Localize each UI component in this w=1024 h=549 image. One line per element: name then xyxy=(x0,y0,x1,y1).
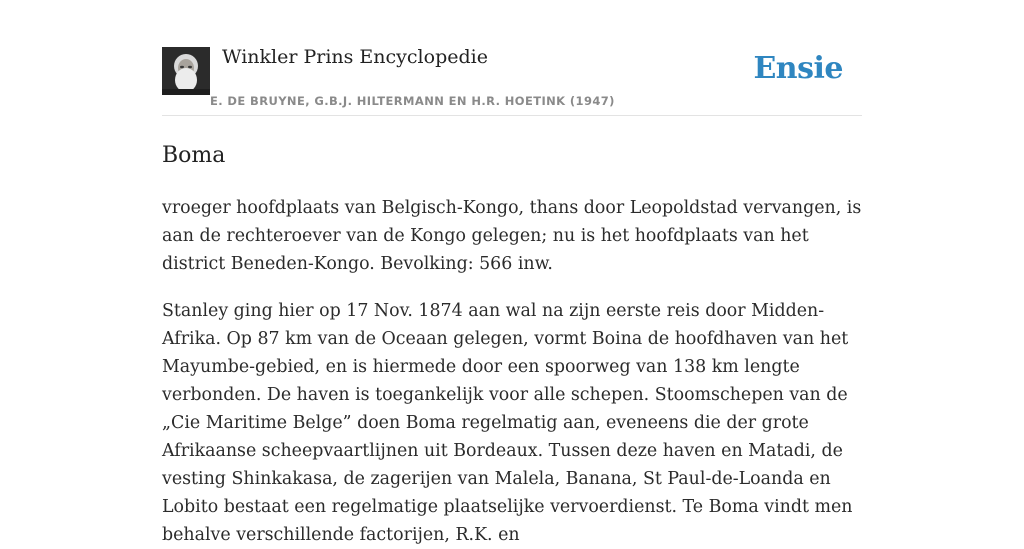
ensie-logo[interactable]: Ensie xyxy=(753,51,843,86)
site-header xyxy=(162,0,862,116)
article-title: Boma xyxy=(162,143,226,168)
article-paragraph-2: Stanley ging hier op 17 Nov. 1874 aan wal na zijn eerste reis door Midden-Afrika. Op 87 km van de Oceaan gelegen, vormt Boina de hoofdhaven van het Mayumbe-gebied, en is hiermede door een spoorweg van 138 km lengte verbonden. De haven is toegankelijk voor alle schepen. Stoomschepen van de „Cie Maritime Belge” doen Boma regelmatig aan, eveneens die der grote Afrikaanse scheepvaartlijnen uit Bordeaux. Tussen deze haven en Matadi, de vesting Shinkakasa, de zagerijen van Malela, Banana, St Paul-de-Loanda en Lobito bestaat een regelmatige plaatselijke vervoerdienst. Te Boma vindt men behalve verschillende factorijen, R.K. en xyxy=(162,301,853,545)
portrait-image xyxy=(162,47,210,95)
site-title[interactable]: Winkler Prins Encyclopedie xyxy=(222,46,488,68)
authors-credit: E. DE BRUYNE, G.B.J. HILTERMANN EN H.R. HOETINK (1947) xyxy=(210,94,615,108)
article-paragraph-1: vroeger hoofdplaats van Belgisch-Kongo, thans door Leopoldstad vervangen, is aan de rechteroever van de Kongo gelegen; nu is het hoofdplaats van het district Beneden-Kongo. Bevolking: 566 inw. xyxy=(162,198,862,274)
author-avatar[interactable] xyxy=(162,47,210,95)
content-container xyxy=(162,0,862,549)
